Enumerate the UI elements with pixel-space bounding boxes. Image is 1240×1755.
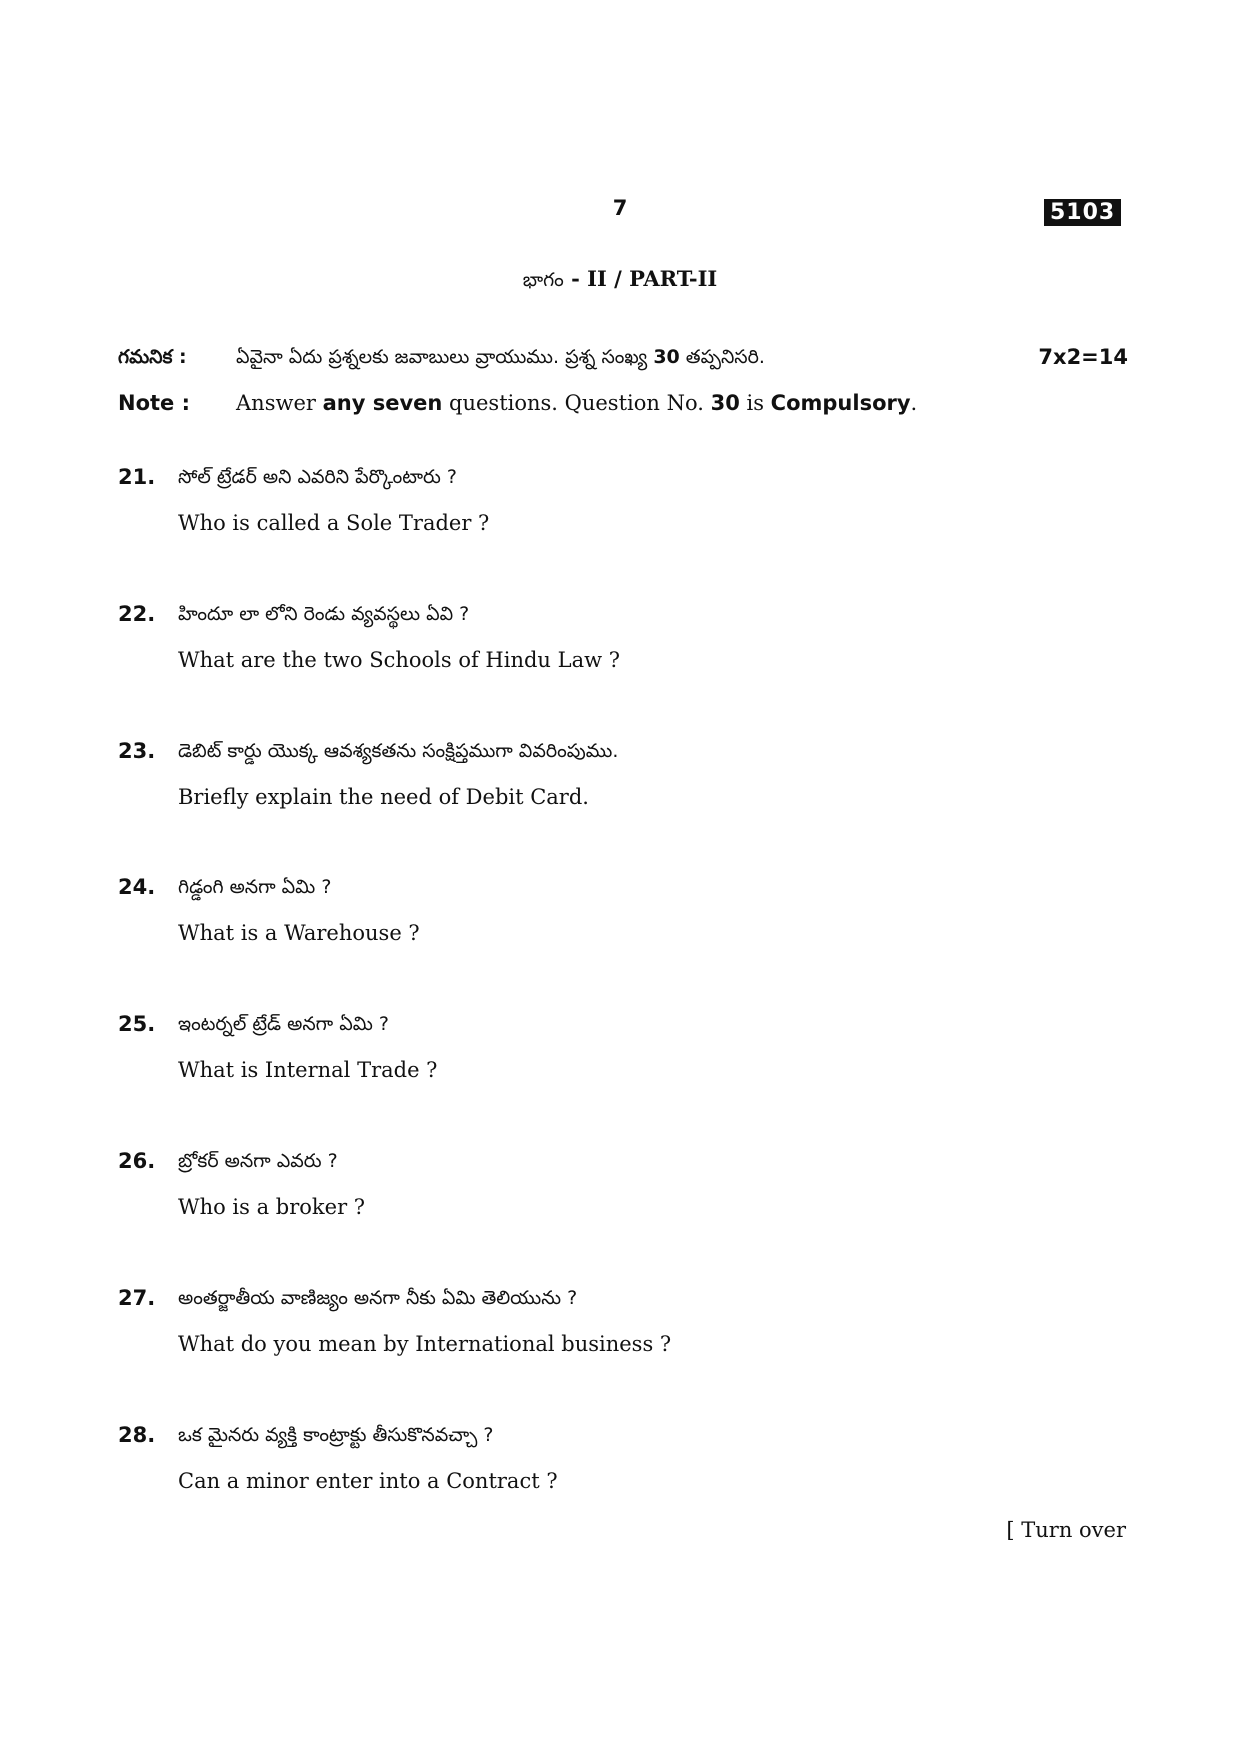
question-number: 28.: [118, 1423, 156, 1447]
question-telugu: డెబిట్ కార్డు యొక్క ఆవశ్యకతను సంక్షిప్తముగా వివరింపుము.: [178, 740, 619, 762]
instruction-english-text: Answer any seven questions. Question No. 30 is Compulsory.: [236, 391, 918, 415]
instruction-telugu-label: గమనిక :: [118, 346, 187, 368]
question-number: 24.: [118, 875, 156, 899]
part-heading: [0, 266, 1240, 296]
question-telugu: గిడ్డంగి అనగా ఏమి ?: [178, 876, 332, 898]
marks-allocation: 7x2=14: [1038, 345, 1128, 369]
question-english: Briefly explain the need of Debit Card.: [178, 785, 589, 809]
part-heading-english: - II / PART-II: [571, 266, 718, 291]
question-telugu: సోల్ ట్రేడర్ అని ఎవరిని పేర్కొంటారు ?: [178, 466, 457, 488]
question-number: 23.: [118, 739, 156, 763]
question-telugu: హిందూ లా లోని రెండు వ్యవస్థలు ఏవి ?: [178, 603, 470, 625]
paper-code-badge: 5103: [1044, 199, 1121, 226]
question-number: 25.: [118, 1012, 156, 1036]
turn-over-note: [ Turn over: [1006, 1518, 1126, 1542]
question-english: What are the two Schools of Hindu Law ?: [178, 648, 620, 672]
question-number: 21.: [118, 465, 156, 489]
question-telugu: ఒక మైనరు వ్యక్తి కాంట్రాక్టు తీసుకొనవచ్చా ?: [178, 1424, 494, 1446]
question-english: Who is called a Sole Trader ?: [178, 511, 490, 535]
instruction-english-label: Note :: [118, 391, 190, 415]
question-english: What do you mean by International business ?: [178, 1332, 672, 1356]
question-english: What is a Warehouse ?: [178, 921, 420, 945]
question-english: Who is a broker ?: [178, 1195, 366, 1219]
part-heading-telugu: భాగం: [522, 269, 564, 291]
question-english: Can a minor enter into a Contract ?: [178, 1469, 558, 1493]
question-number: 27.: [118, 1286, 156, 1310]
instruction-telugu-text: ఏవైనా ఏదు ప్రశ్నలకు జవాబులు వ్రాయుము. ప్రశ్న సంఖ్య 30 తప్పనిసరి.: [236, 346, 765, 368]
page-number: 7: [612, 196, 628, 220]
question-telugu: అంతర్జాతీయ వాణిజ్యం అనగా నీకు ఏమి తెలియును ?: [178, 1287, 578, 1309]
question-number: 26.: [118, 1149, 156, 1173]
question-telugu: బ్రోకర్ అనగా ఎవరు ?: [178, 1150, 338, 1172]
question-number: 22.: [118, 602, 156, 626]
question-english: What is Internal Trade ?: [178, 1058, 438, 1082]
question-telugu: ఇంటర్నల్ ట్రేడ్ అనగా ఏమి ?: [178, 1013, 389, 1035]
